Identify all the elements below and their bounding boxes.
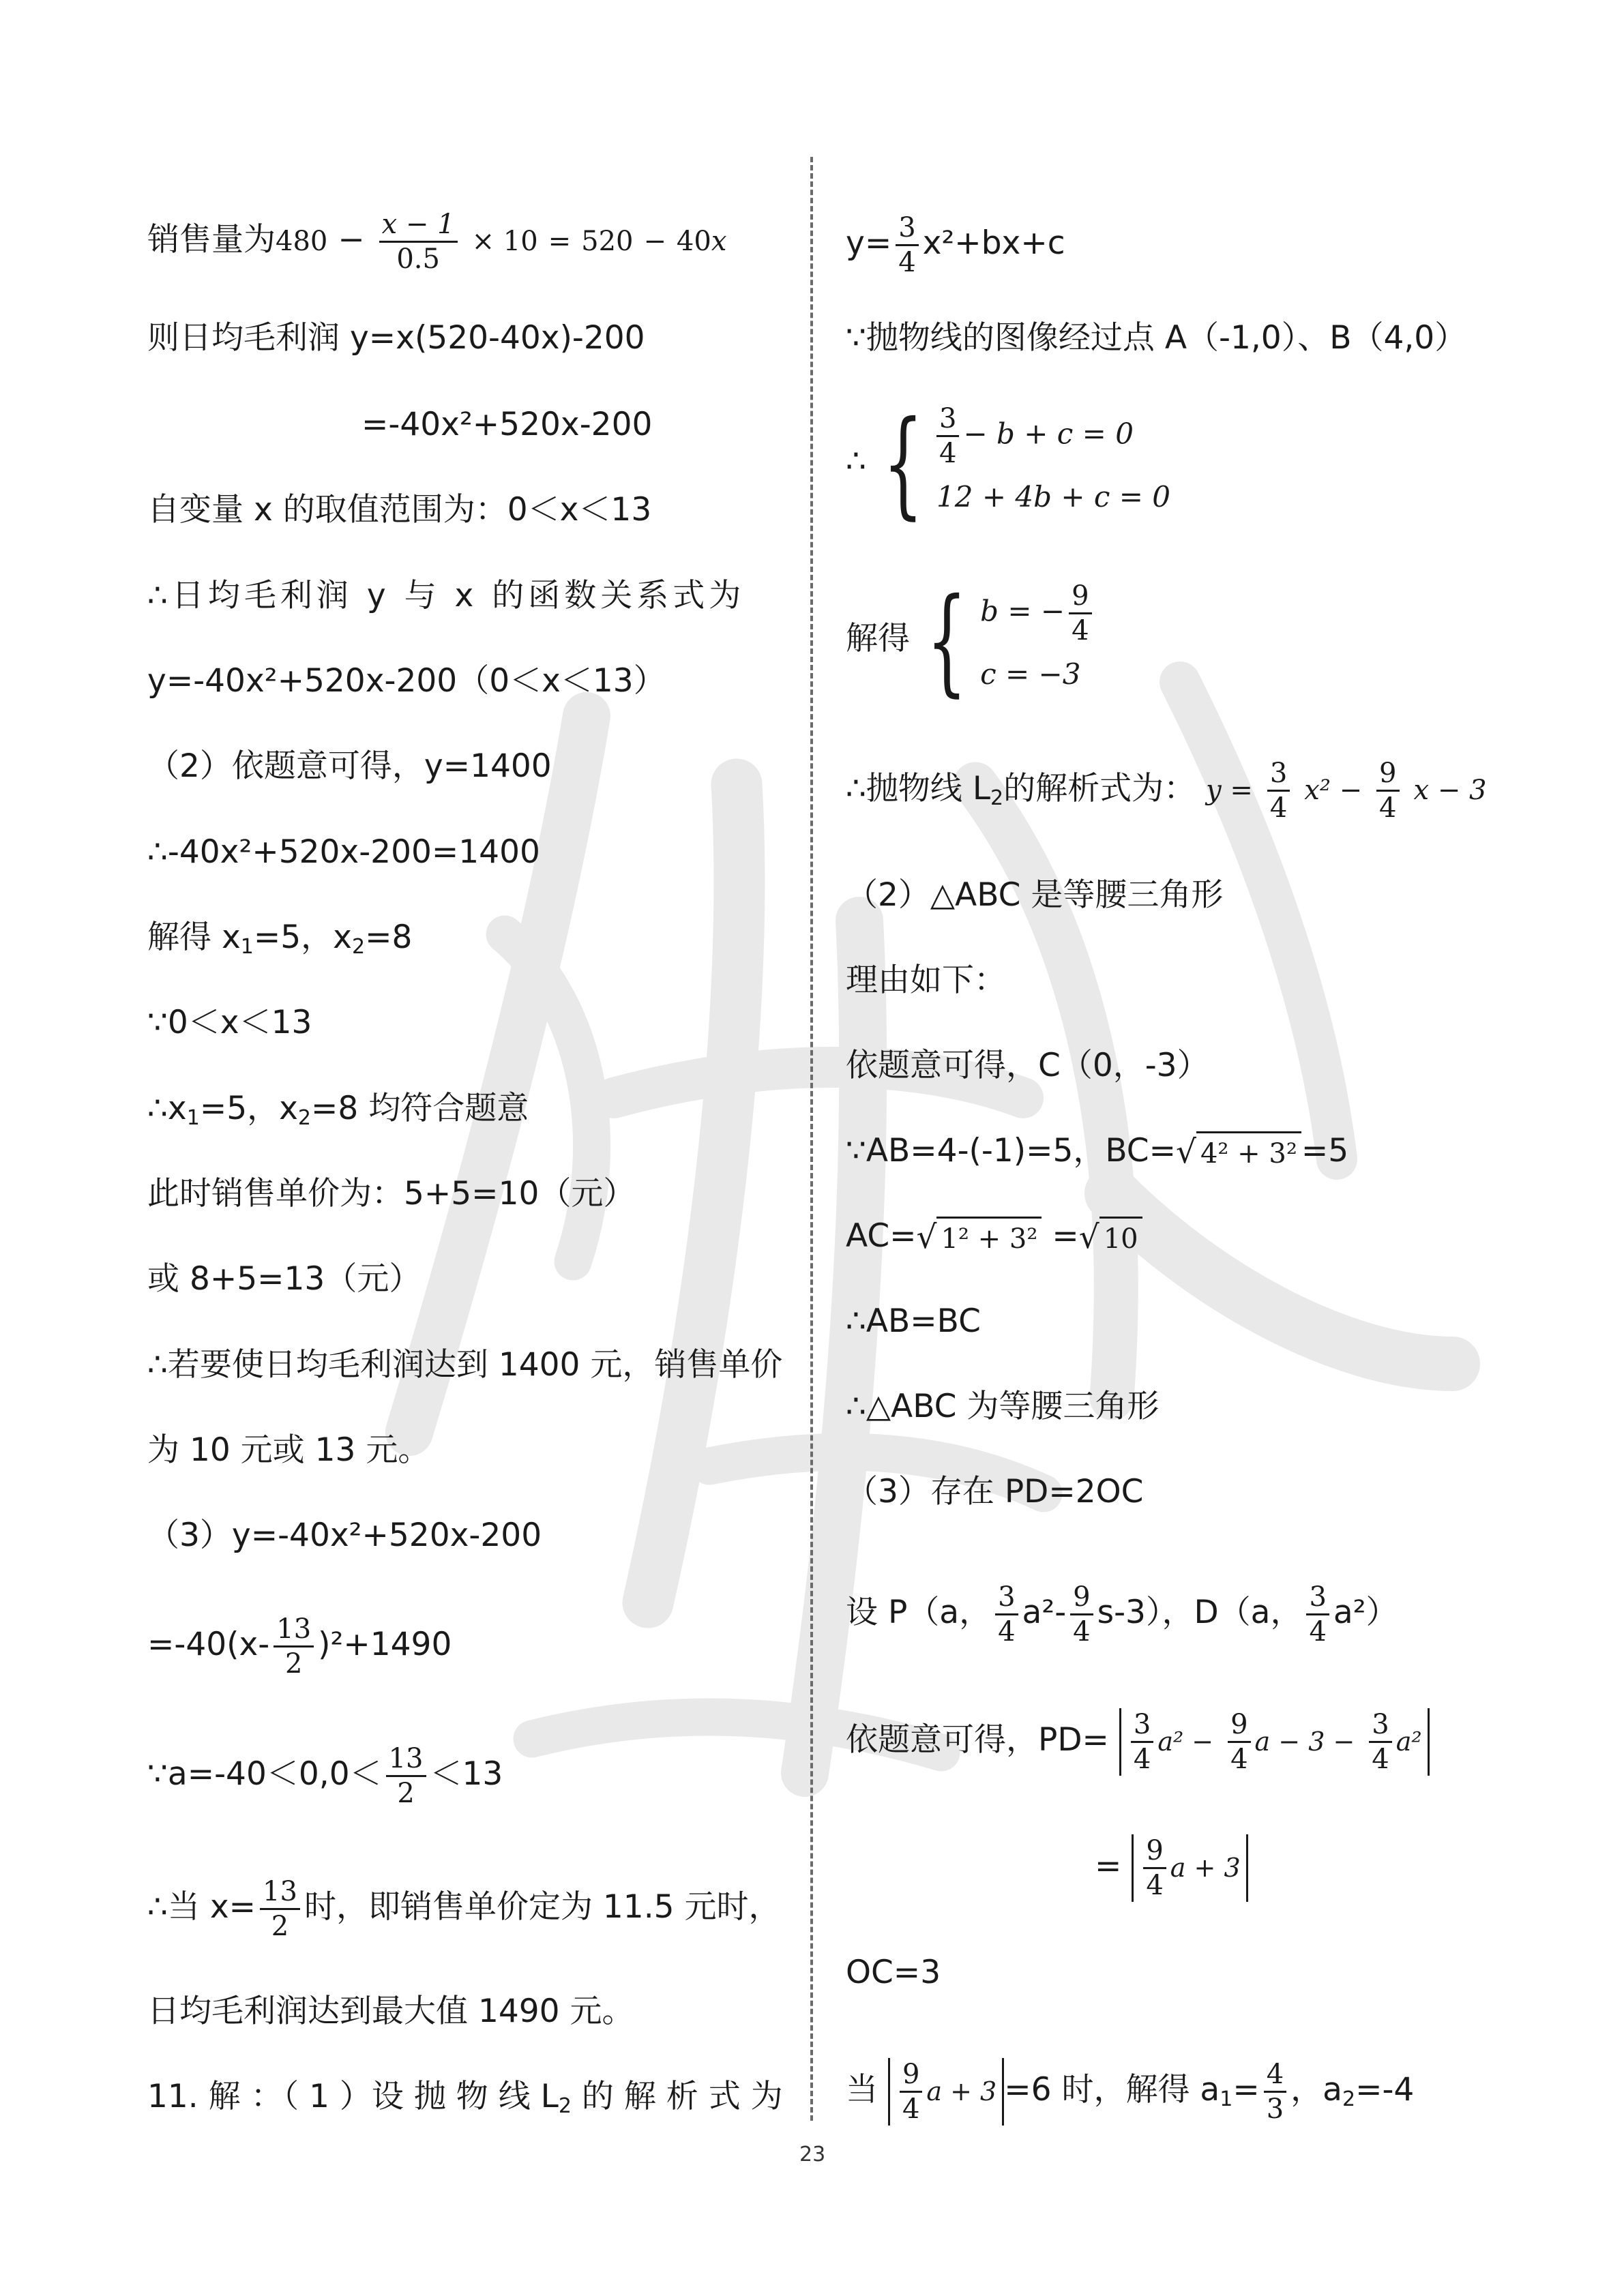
line-profit-def: 则日均毛利润 y=x(520-40x)-200 <box>147 319 645 357</box>
line-conclusion-1: ∴若要使日均毛利润达到 1400 元，销售单价 <box>147 1346 783 1384</box>
line-price-2: 或 8+5=13（元） <box>147 1260 422 1298</box>
line-q11: 11. 解 ：（ 1 ）设 抛 物 线 $L_2$ 的 解 析 式 为 <box>147 2078 783 2118</box>
line-solve: 解得 $x_1=5$，$x_2=8$ <box>147 919 413 959</box>
line-pd-simplified: = $\frac{9}{4}$ a + 3 <box>1095 1834 1248 1902</box>
line-equation: ∴-40x²+520x-200=1400 <box>147 833 540 871</box>
line-l2-expression: ∴抛物线 $L_2$的解析式为： y = $\frac{3}{4}$ x² − $\frac{9}{4}$ x − 3 <box>846 758 1487 824</box>
line-function-intro: ∴日均毛利润 y 与 x 的函数关系式为 <box>147 577 745 614</box>
line-vertex-form: =-40(x- $\frac{13}{2}$ )²+1490 <box>147 1613 452 1680</box>
line-oc: OC=3 <box>846 1954 941 1991</box>
line-max: ∴当 x= $\frac{13}{2}$ 时，即销售单价定为 11.5 元时， <box>147 1876 781 1942</box>
line-max-value: 日均毛利润达到最大值 1490 元。 <box>147 1993 634 2030</box>
column-divider <box>810 157 813 2121</box>
line-conclusion-2: 为 10 元或 13 元。 <box>147 1431 430 1469</box>
line-function: y=-40x²+520x-200（0＜x＜13） <box>147 662 666 700</box>
line-pd: 依题意可得，PD= $\frac{3}{4}$ a² − $\frac{9}{4}$ a − 3 − $\frac{3}{4}$ a² <box>846 1708 1430 1776</box>
line-part3: （3）y=-40x²+520x-200 <box>147 1517 542 1554</box>
line-set-points: 设 P（a， $\frac{3}{4}$ a²- $\frac{9}{4}$ s-3），D（a， $\frac{3}{4}$ a²） <box>846 1581 1398 1648</box>
line-parabola-form: y= $\frac{3}{4}$ x²+bx+c <box>846 212 1065 278</box>
line-points: ∵抛物线的图像经过点 A（-1,0）、B（4,0） <box>846 319 1467 357</box>
line-because: ∵0＜x＜13 <box>147 1004 312 1041</box>
line-price-1: 此时销售单价为：5+5=10（元） <box>147 1175 636 1212</box>
line-point-c: 依题意可得，C（0，-3） <box>846 1047 1209 1084</box>
line-isosceles-claim: （2）△ABC 是等腰三角形 <box>846 876 1224 914</box>
line-profit-expanded: =-40x²+520x-200 <box>361 406 653 443</box>
line-isosceles: ∴△ABC 为等腰三角形 <box>846 1388 1160 1425</box>
line-reason: 理由如下： <box>846 961 1006 999</box>
line-system: ∴ { $\frac{3}{4}$ − b + c = 0 12 + 4b + c = 0 <box>846 396 1171 531</box>
line-part2: （2）依题意可得，y=1400 <box>147 747 552 785</box>
line-final-solution: 当 $\frac{9}{4}$ a + 3 =6 时，解得 $a_1=$ $\frac{4}{3}$ ，$a_2=-4$ <box>846 2059 1415 2125</box>
page-number: 23 <box>799 2143 826 2166</box>
line-solution: 解得 { b = − $\frac{9}{4}$ c = −3 <box>846 580 1096 702</box>
line-ac: AC=√ 1² + 3² =√ 10 <box>846 1216 1142 1259</box>
line-range: ∵a=-40＜0,0＜ $\frac{13}{2}$ ＜13 <box>147 1743 503 1809</box>
line-ab-eq-bc: ∴AB=BC <box>846 1302 981 1340</box>
line-sales-volume: 销售量为480 − $\frac{x - 1}{0.5}$ × 10 = 520 − 40x <box>147 209 727 275</box>
line-domain: 自变量 x 的取值范围为：0＜x＜13 <box>147 491 652 528</box>
line-part3-exists: （3）存在 PD=2OC <box>846 1473 1144 1510</box>
line-ab-bc: ∵AB=4-(-1)=5，BC=√ 4² + 3² =5 <box>846 1131 1348 1174</box>
line-valid: $\therefore x_1=5$，$x_2=8$ 均符合题意 <box>147 1090 529 1130</box>
